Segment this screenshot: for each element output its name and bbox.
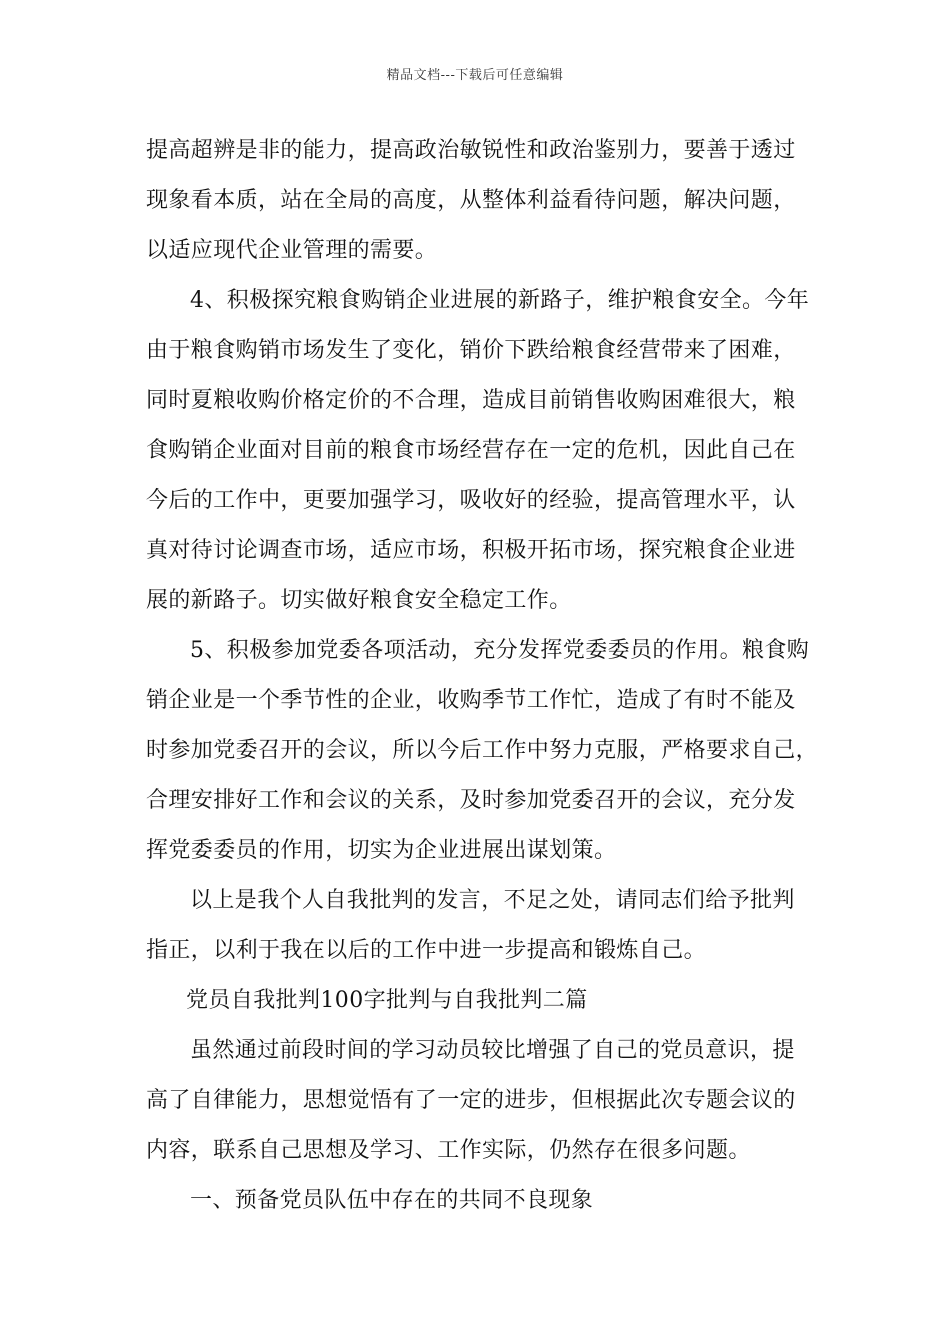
text-line-6: 同时夏粮收购价格定价的不合理，造成目前销售收购困难很大，粮 bbox=[146, 388, 796, 413]
section-title: 党员自我批判100字批判与自我批判二篇 bbox=[186, 988, 588, 1013]
text-line-5: 由于粮食购销市场发生了变化，销价下跌给粮食经营带来了困难， bbox=[146, 338, 796, 363]
paragraph-4-start: 4、积极探究粮食购销企业进展的新路子，维护粮食安全。今年 bbox=[190, 288, 810, 313]
text-line-2: 现象看本质，站在全局的高度，从整体利益看待问题，解决问题， bbox=[146, 188, 796, 213]
subsection-heading: 一、预备党员队伍中存在的共同不良现象 bbox=[190, 1188, 594, 1213]
text-line-20: 高了自律能力，思想觉悟有了一定的进步，但根据此次专题会议的 bbox=[146, 1088, 796, 1113]
text-line-9: 真对待讨论调查市场，适应市场，积极开拓市场，探究粮食企业进 bbox=[146, 538, 796, 563]
text-line-3: 以适应现代企业管理的需要。 bbox=[146, 238, 438, 263]
page-header: 精品文档---下载后可任意编辑 bbox=[386, 68, 564, 83]
text-line-10: 展的新路子。切实做好粮食安全稳定工作。 bbox=[146, 588, 572, 613]
conclusion-paragraph-start: 以上是我个人自我批判的发言，不足之处，请同志们给予批判 bbox=[190, 888, 795, 913]
text-line-17: 指正，以利于我在以后的工作中进一步提高和锻炼自己。 bbox=[146, 938, 707, 963]
text-line-8: 今后的工作中，更要加强学习，吸收好的经验，提高管理水平，认 bbox=[146, 488, 796, 513]
text-line-1: 提高超辨是非的能力，提高政治敏锐性和政治鉴别力，要善于透过 bbox=[146, 138, 796, 163]
text-line-13: 时参加党委召开的会议，所以今后工作中努力克服，严格要求自己， bbox=[146, 738, 819, 763]
text-line-15: 挥党委委员的作用，切实为企业进展出谋划策。 bbox=[146, 838, 617, 863]
text-line-21: 内容，联系自己思想及学习、工作实际，仍然存在很多问题。 bbox=[146, 1138, 751, 1163]
text-line-12: 销企业是一个季节性的企业，收购季节工作忙，造成了有时不能及 bbox=[146, 688, 796, 713]
second-article-paragraph-start: 虽然通过前段时间的学习动员较比增强了自己的党员意识，提 bbox=[190, 1038, 795, 1063]
text-line-14: 合理安排好工作和会议的关系，及时参加党委召开的会议，充分发 bbox=[146, 788, 796, 813]
document-body bbox=[146, 126, 819, 1226]
paragraph-5-start: 5、积极参加党委各项活动，充分发挥党委委员的作用。粮食购 bbox=[190, 638, 810, 663]
text-line-7: 食购销企业面对目前的粮食市场经营存在一定的危机，因此自己在 bbox=[146, 438, 796, 463]
